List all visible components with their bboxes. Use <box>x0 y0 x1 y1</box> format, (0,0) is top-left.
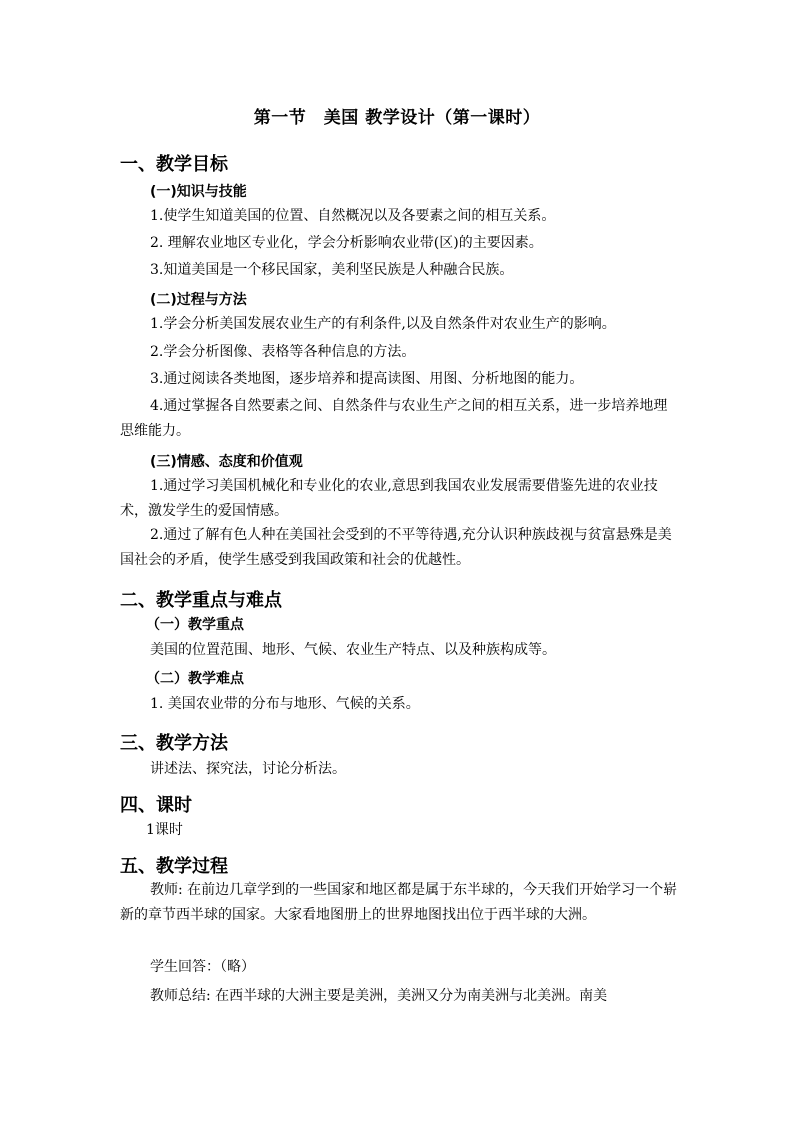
subheading-emotion-values: (三)情感、态度和价值观 <box>150 454 303 470</box>
section-heading-objectives: 一、教学目标 <box>120 154 228 175</box>
paragraph: 2.学会分析图像、表格等各种信息的方法。 <box>150 344 416 360</box>
section-heading-key-points: 二、教学重点与难点 <box>120 590 282 611</box>
section-heading-process: 五、教学过程 <box>120 856 228 877</box>
paragraph: 1. 美国农业带的分布与地形、气候的关系。 <box>150 696 420 712</box>
paragraph: 3.通过阅读各类地图，逐步培养和提高读图、用图、分析地图的能力。 <box>150 371 584 387</box>
section-heading-periods: 四、课时 <box>120 795 192 816</box>
paragraph: 1课时 <box>146 822 183 838</box>
paragraph: 1.使学生知道美国的位置、自然概况以及各要素之间的相互关系。 <box>150 208 556 224</box>
subheading-process-methods: (二)过程与方法 <box>150 292 247 308</box>
paragraph: 2.通过了解有色人种在美国社会受到的不平等待遇,充分认识种族歧视与贫富悬殊是美国社会的矛盾，使学生感受到我国政策和社会的优越性。 <box>120 527 672 568</box>
paragraph: 2. 理解农业地区专业化，学会分析影响农业带(区)的主要因素。 <box>150 235 543 251</box>
paragraph: 4.通过掌握各自然要素之间、自然条件与农业生产之间的相互关系，进一步培养地理思维能力。 <box>120 398 668 439</box>
paragraph: 1.学会分析美国发展农业生产的有利条件,以及自然条件对农业生产的影响。 <box>150 316 616 332</box>
subheading-knowledge-skills: (一)知识与技能 <box>150 184 247 200</box>
paragraph: 教师总结: 在西半球的大洲主要是美洲，美洲又分为南美洲与北美洲。南美 <box>150 988 608 1004</box>
section-heading-methods: 三、教学方法 <box>120 733 228 754</box>
paragraph: 1.通过学习美国机械化和专业化的农业,意思到我国农业发展需要借鉴先进的农业技术，激发学生的爱国情感。 <box>120 478 658 519</box>
paragraph: 教师: 在前边几章学到的一些国家和地区都是属于东半球的，今天我们开始学习一个崭新的章节西半球的国家。大家看地图册上的世界地图找出位于西半球的大洲。 <box>120 882 678 923</box>
subheading-difficulty: （二）教学难点 <box>146 671 244 687</box>
paragraph: 学生回答：（略） <box>150 959 255 975</box>
paragraph: 美国的位置范围、地形、气候、农业生产特点、以及种族构成等。 <box>150 642 556 658</box>
paragraph: 讲述法、探究法，讨论分析法。 <box>150 761 346 777</box>
paragraph: 3.知道美国是一个移民国家，美利坚民族是人种融合民族。 <box>150 262 514 278</box>
subheading-focus: （一）教学重点 <box>146 617 244 633</box>
page-title: 第一节 美国 教学设计（第一课时） <box>253 108 541 128</box>
